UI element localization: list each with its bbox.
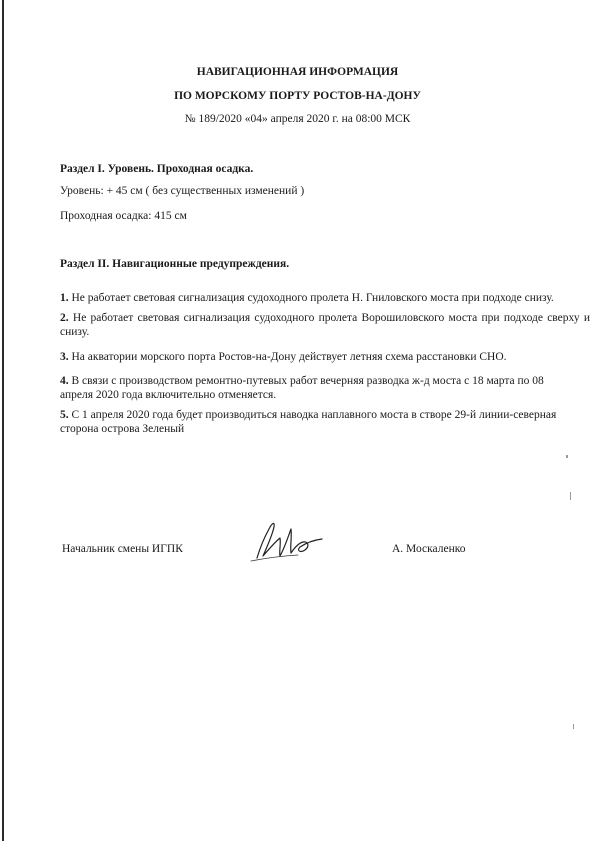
section-1-title: Раздел I. Уровень. Проходная осадка. <box>60 163 254 175</box>
page-edge-line <box>2 0 4 841</box>
warning-item-3 <box>60 350 590 364</box>
warning-item-5 <box>60 408 590 436</box>
warning-item-text: В связи с производством ремонтно-путевых работ вечерняя разводка ж-д моста с 18 марта по 08 апреля 2020 года включительно отменяется. <box>60 375 544 401</box>
warning-item-4 <box>60 374 560 402</box>
section-2-title: Раздел II. Навигационные предупреждения. <box>60 258 290 270</box>
scan-speck <box>573 724 574 729</box>
warning-item-text: Не работает световая сигнализация судоходного пролета Н. Гниловского моста при подходе снизу. <box>71 292 554 304</box>
scan-speck <box>566 455 568 458</box>
warning-item-text: Не работает световая сигнализация судоходного пролета Ворошиловского моста при подходе сверху и снизу. <box>60 312 590 338</box>
handwritten-signature <box>248 518 330 564</box>
document-title-line-2: ПО МОРСКОМУ ПОРТУ РОСТОВ-НА-ДОНУ <box>174 90 421 102</box>
warning-item-text: С 1 апреля 2020 года будет производиться наводка наплавного моста в створе 29-й линии-северная сторона острова Зеленый <box>60 409 557 435</box>
water-level-line: Уровень: + 45 см ( без существенных изменений ) <box>60 185 305 197</box>
document-title-line-1: НАВИГАЦИОННАЯ ИНФОРМАЦИЯ <box>196 66 399 78</box>
warning-item-1 <box>60 291 590 305</box>
warning-item-number: 4. <box>60 375 69 387</box>
warning-item-number: 5. <box>60 409 69 421</box>
warning-item-2 <box>60 311 590 339</box>
warning-item-text: На акватории морского порта Ростов-на-Дону действует летняя схема расстановки СНО. <box>71 351 507 363</box>
warning-item-number: 3. <box>60 351 69 363</box>
warning-item-number: 1. <box>60 292 69 304</box>
document-number-date: № 189/2020 «04» апреля 2020 г. на 08:00 МСК <box>184 113 411 125</box>
warning-item-number: 2. <box>60 312 69 324</box>
signatory-name: А. Москаленко <box>392 543 466 555</box>
signatory-position: Начальник смены ИГПК <box>62 543 183 555</box>
passage-draft-line: Проходная осадка: 415 см <box>60 210 187 222</box>
scan-speck <box>570 492 571 500</box>
